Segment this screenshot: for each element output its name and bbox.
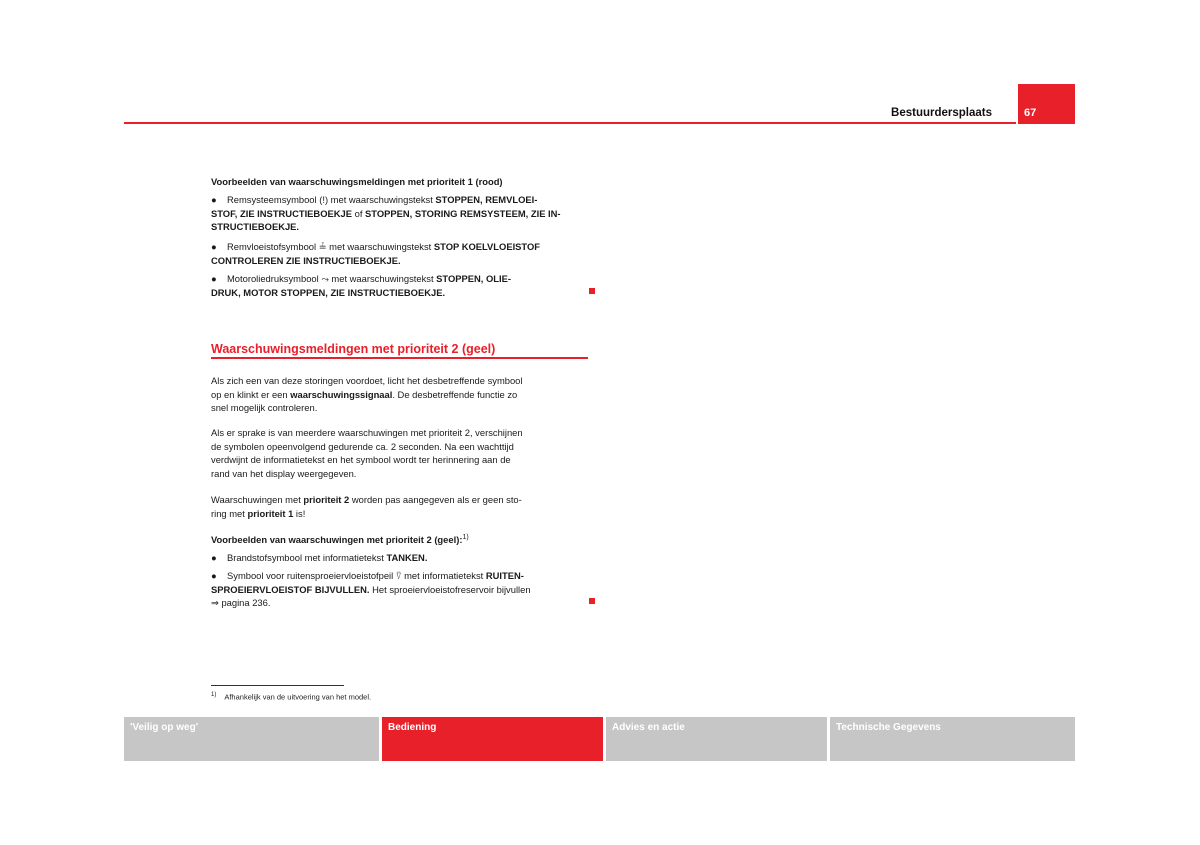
brake-warning-icon: (!) [319,194,329,205]
bullet-icon: ● [211,570,217,581]
priority1-heading: Voorbeelden van waarschuwingsmeldingen met prioriteit 1 (rood) [211,176,503,187]
washer-fluid-icon: ⍢ [395,570,402,581]
subsection-rule [211,357,588,359]
chapter-tabs [124,717,1075,761]
oil-pressure-icon: ⤳ [321,273,329,284]
tab-veilig-op-weg[interactable]: 'Veilig op weg' [124,717,379,761]
tab-technische-gegevens[interactable]: Technische Gegevens [830,717,1075,761]
bullet-icon: ● [211,241,217,252]
list-item: ● Remsysteemsymbool (!) met waarschuwingstekst STOPPEN, REMVLOEI- STOF, ZIE INSTRUCTIEBOEKJE of STOPPEN, STORING REMSYSTEEM, ZIE IN- STRUCTIEBOEKJE. [211,194,561,233]
footnote-rule [211,685,344,686]
footnote: $^{1)}$ Afhankelijk van de uitvoering van het model. [211,692,372,702]
subsection-title: Waarschuwingsmeldingen met prioriteit 2 (geel) [211,342,496,356]
tab-advies-en-actie[interactable]: Advies en actie [606,717,827,761]
section-title: Bestuurdersplaats [891,107,992,119]
list-item: ● Brandstofsymbool met informatietekst TANKEN. [211,552,428,563]
bullet-icon: ● [211,552,217,563]
list-item: ● Symbool voor ruitensproeiervloeistofpeil ⍢ met informatietekst RUITEN- SPROEIERVLOEISTOF BIJVULLEN. Het sproeiervloeistofreservoir bijvullen ⇒ pagina 236. [211,569,587,610]
bullet-icon: ● [211,194,217,205]
footnote-ref: 1) [462,534,469,541]
header-rule [124,122,1016,124]
priority2-examples-heading: Voorbeelden van waarschuwingen met prioriteit 2 (geel):$^{1)}$ [211,534,469,546]
page-number: 67 [1024,107,1037,119]
page-reference-link[interactable]: ⇒ pagina 236. [211,597,271,609]
paragraph: Waarschuwingen met prioriteit 2 worden pas aangegeven als er geen sto- ring met prioriteit 1 is! [211,494,522,519]
paragraph: Als zich een van deze storingen voordoet, licht het desbetreffende symbool op en klinkt er een waarschuwingssignaal. De desbetreffende functie zo snel mogelijk controleren. [211,375,523,414]
list-item: ● Motoroliedruksymbool ⤳ met waarschuwingstekst STOPPEN, OLIE- DRUK, MOTOR STOPPEN, ZIE INSTRUCTIEBOEKJE. [211,273,512,298]
coolant-icon: ≟ [318,241,327,252]
list-item: ● Remvloeistofsymbool ≟ met waarschuwingstekst STOP KOELVLOEISTOF CONTROLEREN ZIE INSTRUCTIEBOEKJE. [211,241,541,266]
bullet-icon: ● [211,273,217,284]
tab-bediening[interactable]: Bediening [382,717,603,761]
section-end-marker [589,288,595,294]
paragraph: Als er sprake is van meerdere waarschuwingen met prioriteit 2, verschijnen de symbolen opeenvolgend gedurende ca. 2 seconden. Na een wachttijd verdwijnt de informatietekst en het symbool wordt ter herinnering aan de rand van het display weergegeven. [211,427,523,479]
section-end-marker [589,598,595,604]
page-number-box [1018,84,1075,124]
